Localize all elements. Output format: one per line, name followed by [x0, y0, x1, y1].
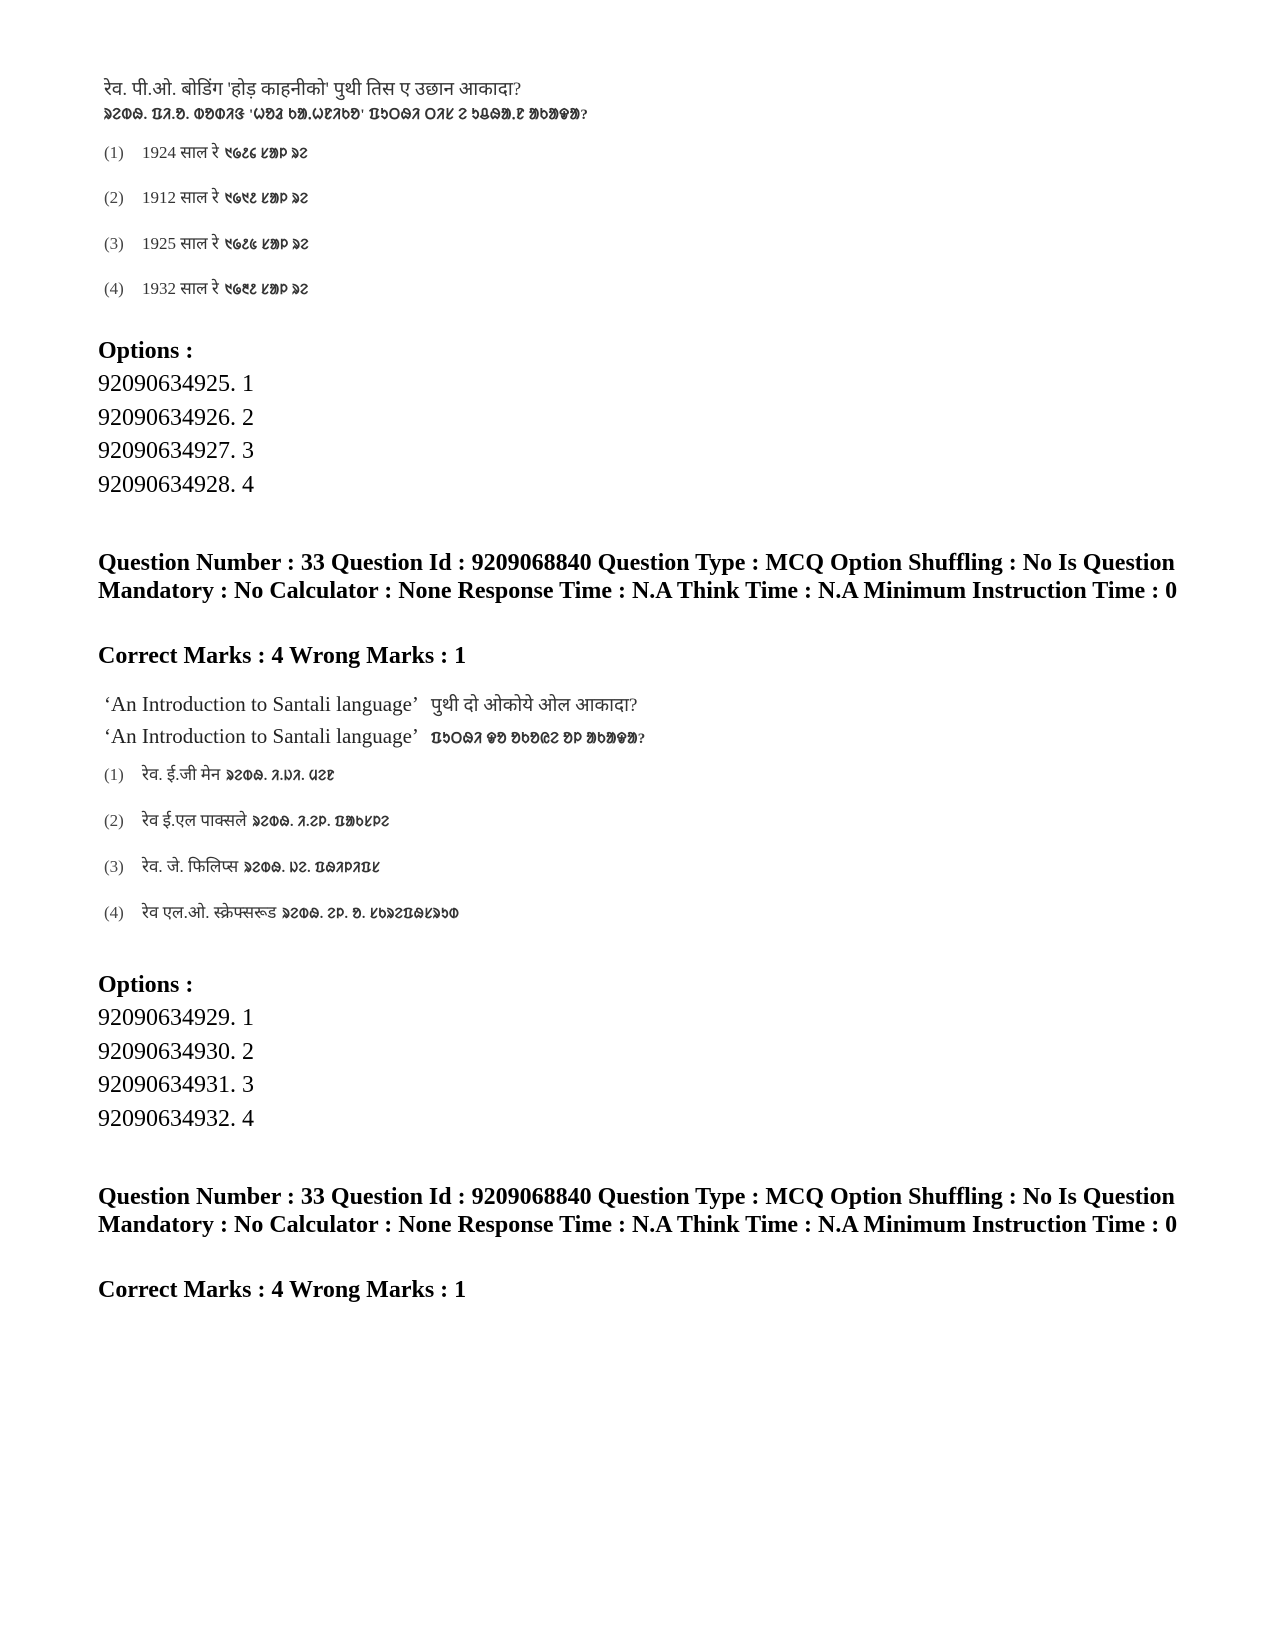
option-text: 1924 साल रे	[142, 143, 219, 162]
option-number: (2)	[104, 188, 124, 207]
question-prompt-line-2	[104, 726, 646, 747]
option-number: (1)	[104, 765, 124, 784]
option-olchiki: ᱨᱮᱵᱷ. ᱮᱞ. ᱚ. ᱥᱠᱨᱮᱯᱷᱥᱨᱩᱰ	[282, 907, 460, 922]
option-id-row: 92090634930. 2	[98, 1039, 254, 1065]
option-olchiki: ᱑᱙᱒᱕ ᱥᱟᱞ ᱨᱮ	[224, 238, 309, 253]
question-option	[104, 144, 308, 162]
option-id-row: 92090634925. 1	[98, 371, 254, 397]
option-id-row: 92090634929. 1	[98, 1005, 254, 1031]
option-number: (3)	[104, 857, 124, 876]
option-id-row: 92090634928. 4	[98, 472, 254, 498]
option-olchiki: ᱑᱙᱑᱒ ᱥᱟᱞ ᱨᱮ	[224, 192, 309, 207]
option-text: रेव. जे. फिलिप्स	[142, 857, 239, 876]
option-text: रेव ई.एल पाक्सले	[142, 811, 247, 830]
option-text: रेव. ई.जी मेन	[142, 765, 221, 784]
option-olchiki: ᱨᱮᱵᱷ. ᱤ.ᱮᱞ. ᱯᱟᱠᱥᱞᱮ	[252, 815, 390, 830]
option-id-row: 92090634932. 4	[98, 1106, 254, 1132]
question-marks: Correct Marks : 4 Wrong Marks : 1	[98, 1277, 467, 1303]
option-number: (4)	[104, 903, 124, 922]
question-option	[104, 904, 459, 922]
option-olchiki: ᱨᱮᱵᱷ. ᱡᱮ. ᱯᱷᱤᱞᱤᱯᱥ	[244, 861, 381, 876]
question-header: Question Number : 33 Question Id : 9209068840 Question Type : MCQ Option Shuffling : No Is Question Mandatory : No Calculator : None Response Time : N.A Think Time : N.A Minimum Instruction Time : 0	[98, 550, 1178, 604]
question-prompt-english: ‘An Introduction to Santali language’	[104, 724, 419, 748]
option-olchiki: ᱨᱮᱵᱷ. ᱤ.ᱡᱤ. ᱢᱮᱱ	[226, 769, 335, 784]
option-text: रेव एल.ओ. स्क्रेफ्सरूड	[142, 903, 277, 922]
option-number: (4)	[104, 279, 124, 298]
option-number: (2)	[104, 811, 124, 830]
question-option	[104, 858, 380, 876]
question-prompt-devanagari: पुथी दो ओकोये ओल आकादा?	[430, 695, 638, 716]
question-prompt-olchiki: ᱨᱮᱵᱷ. ᱯᱤ.ᱚ. ᱵᱚᱰᱤᱝ 'ᱦᱚᱲ ᱠᱟᱹᱦᱱᱤᱠᱚ' ᱯᱩᱛᱷᱤ ᱛᱤᱥ ᱮ ᱩᱪᱷᱟᱹᱱ ᱟᱠᱟᱫᱟ?	[104, 107, 589, 123]
option-number: (1)	[104, 143, 124, 162]
option-id-row: 92090634931. 3	[98, 1072, 254, 1098]
option-text: 1912 साल रे	[142, 188, 219, 207]
question-option	[104, 766, 335, 784]
option-number: (3)	[104, 234, 124, 253]
question-prompt-olchiki: ᱯᱩᱛᱷᱤ ᱫᱚ ᱚᱠᱚᱭᱮ ᱚᱞ ᱟᱠᱟᱫᱟ?	[430, 731, 646, 747]
option-text: 1932 साल रे	[142, 279, 219, 298]
options-label: Options :	[98, 338, 194, 364]
option-olchiki: ᱑᱙᱒᱔ ᱥᱟᱞ ᱨᱮ	[224, 147, 308, 162]
question-prompt-english: ‘An Introduction to Santali language’	[104, 692, 419, 716]
option-text: 1925 साल रे	[142, 234, 219, 253]
question-marks: Correct Marks : 4 Wrong Marks : 1	[98, 643, 467, 669]
question-option	[104, 235, 309, 253]
question-option	[104, 812, 390, 830]
question-option	[104, 280, 309, 298]
question-image-1	[104, 80, 704, 310]
question-image-2	[104, 694, 744, 934]
option-olchiki: ᱑᱙᱓᱒ ᱥᱟᱞ ᱨᱮ	[224, 283, 309, 298]
option-id-row: 92090634927. 3	[98, 438, 254, 464]
question-header: Question Number : 33 Question Id : 9209068840 Question Type : MCQ Option Shuffling : No Is Question Mandatory : No Calculator : None Response Time : N.A Think Time : N.A Minimum Instruction Time : 0	[98, 1184, 1178, 1238]
option-id-row: 92090634926. 2	[98, 405, 254, 431]
question-option	[104, 189, 308, 207]
options-label: Options :	[98, 972, 194, 998]
question-prompt-line-1	[104, 694, 637, 715]
question-prompt-devanagari: रेव. पी.ओ. बोडिंग 'होड़ काहनीको' पुथी तिस ए उछान आकादा?	[104, 79, 522, 100]
